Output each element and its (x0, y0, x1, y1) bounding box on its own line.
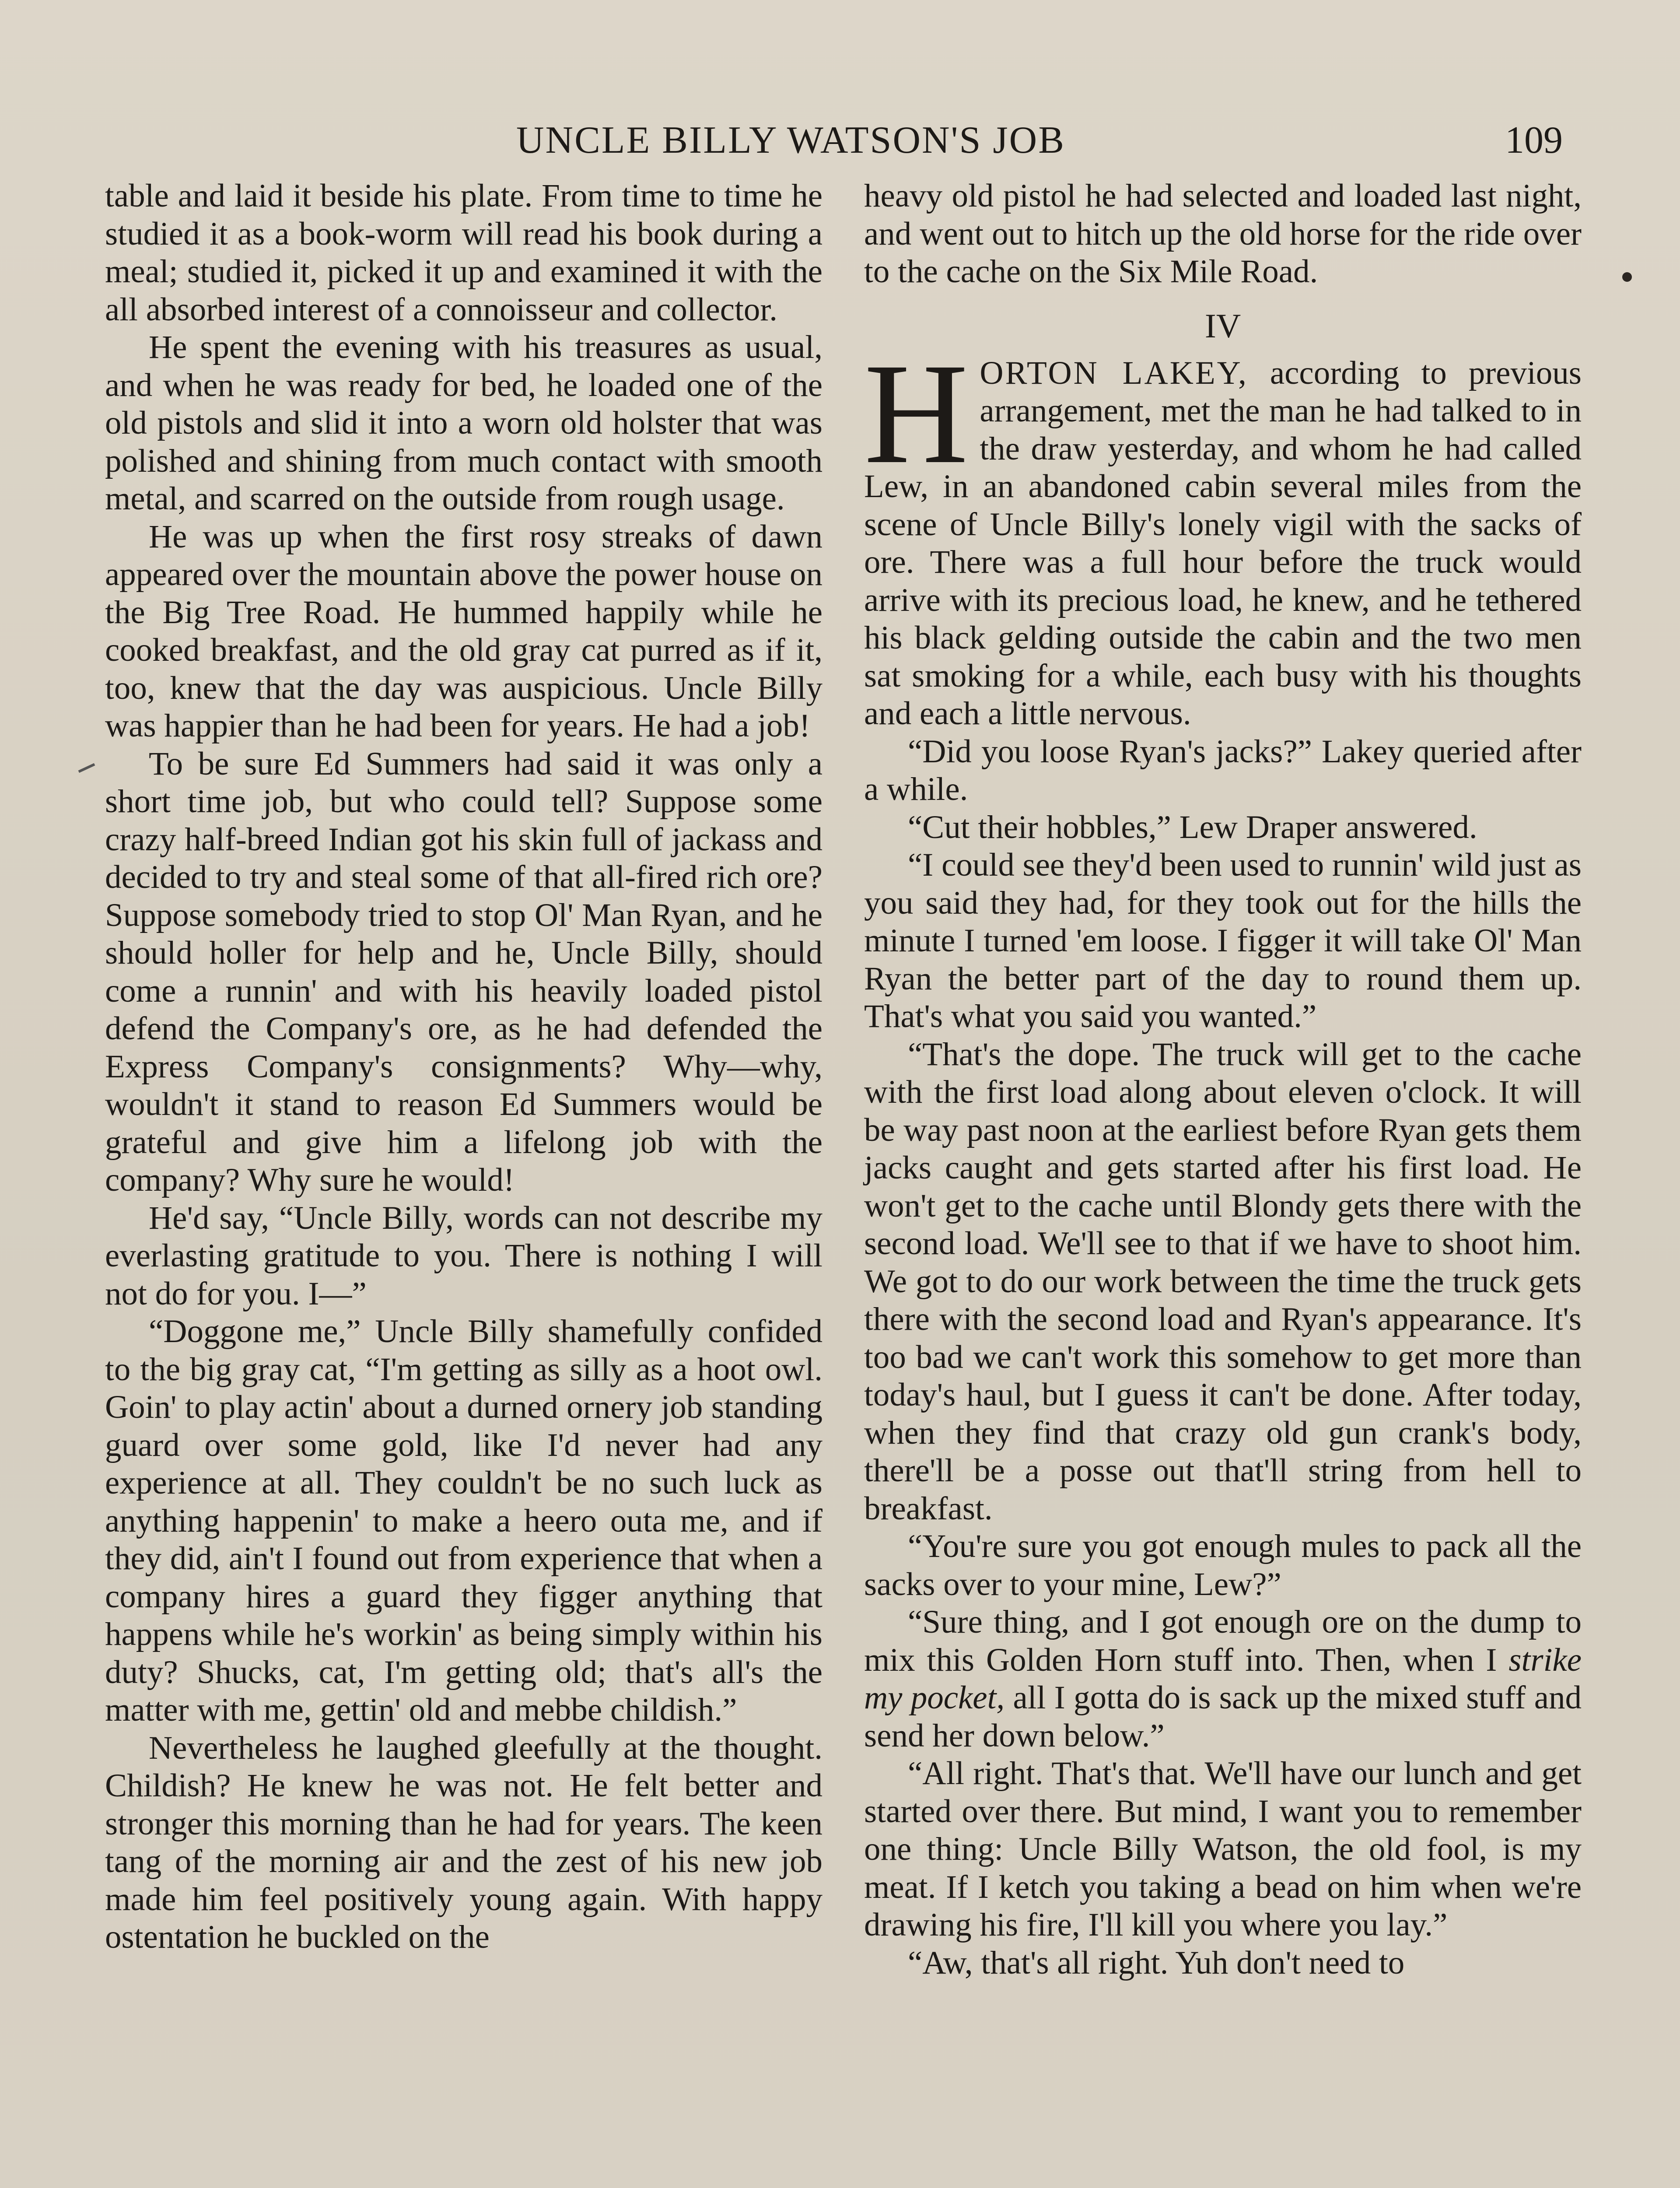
paragraph: “Aw, that's all right. Yuh don't need to (908, 1944, 1405, 1981)
right-column (864, 177, 1582, 1982)
paragraph: He spent the evening with his treasures as usual, and when he was ready for bed, he loaded one of the old pistols and slid it into a worn old holster that was polished and shining from much contact with smooth metal, and scarred on the outside from rough usage. (105, 329, 822, 517)
paragraph: “Cut their hobbles,” Lew Draper answered. (908, 809, 1477, 845)
paragraph: To be sure Ed Summers had said it was only a short time job, but who could tell? Suppose some crazy half-breed Indian got his skin full of jackass and decided to try and steal some of that all-fired rich ore? Suppose somebody tried to stop Ol' Man Ryan, and he should holler for help and he, Uncle Billy, should come a runnin' and with his heavily loaded pistol defend the Company's ore, as he had defended the Express Company's consignments? Why—why, wouldn't it stand to reason Ed Summers would be grateful and give him a lifelong job with the company? Why sure he would! (105, 745, 822, 1198)
section-heading: IV (1204, 306, 1241, 345)
page-number: 109 (1505, 119, 1563, 161)
text-run: “Sure thing, and I got enough ore on the dump to mix this Golden Horn stuff into. Then, when I (864, 1604, 1582, 1678)
paragraph: “Doggone me,” Uncle Billy shamefully confided to the big gray cat, “I'm getting as silly as a hoot owl. Goin' to play actin' about a durned ornery job standing guard over some gold, like I'd never had any experience at all. They couldn't be no such luck as anything happenin' to make a heero outa me, and if they did, ain't I found out from experience that when a company hires a guard they figger anything that happens while he's workin' as being simply within his duty? Shucks, cat, I'm getting old; that's all's the matter with me, gettin' old and mebbe childish.” (105, 1313, 822, 1728)
left-column (105, 177, 822, 1957)
running-header (0, 109, 1680, 171)
paragraph: Nevertheless he laughed gleefully at the thought. Childish? He knew he was not. He felt better and stronger this morning than he had for years. The keen tang of the morning air and the zest of his new job made him feel positively young again. With happy ostentation he buckled on the (105, 1729, 822, 1955)
paragraph: “All right. That's that. We'll have our lunch and get started over there. But mind, I want you to remember one thing: Uncle Billy Watson, the old fool, is my meat. If I ketch you taking a bead on him when we're drawing his fire, I'll kill you where you lay.” (864, 1755, 1582, 1943)
ink-dot (1622, 272, 1632, 282)
pencil-mark (78, 763, 95, 773)
lead-text: according to previous arrangement, met the man he had talked to in the draw yesterday, and whom he had called Lew, in an abandoned cabin several miles from the scene of Uncle Billy's lonely vigil with the sacks of ore. There was a full hour before the truck would arrive with its precious load, he knew, and he tethered his black gelding outside the cabin and the two men sat smoking for a while, each busy with his thoughts and each a little nervous. (864, 354, 1582, 732)
paragraph: “You're sure you got enough mules to pack all the sacks over to your mine, Lew?” (864, 1528, 1582, 1602)
drop-cap: H (864, 333, 969, 494)
paragraph: table and laid it beside his plate. From time to time he studied it as a book-worm will read his book during a meal; studied it, picked it up and examined it with the all absorbed interest of a connoisseur and collector. (105, 178, 822, 328)
paragraph: He was up when the first rosy streaks of dawn appeared over the mountain above the power house on the Big Tree Road. He hummed happily while he cooked breakfast, and the old gray cat purred as if it, too, knew that the day was auspicious. Uncle Billy was happier than he had been for years. He had a job! (105, 518, 822, 744)
paragraph: “Did you loose Ryan's jacks?” Lakey queried after a while. (864, 733, 1582, 807)
paragraph: “That's the dope. The truck will get to the cache with the first load along about eleven o'clock. It will be way past noon at the earliest before Ryan gets them jacks caught and gets started after his first load. He won't get to the cache until Blondy gets there with the second load. We'll see to that if we have to shoot him. We got to do our work between the time the truck gets there with the second load and Ryan's appearance. It's too bad we can't work this somehow to get more than today's haul, but I guess it can't be done. After today, when they find that crazy old gun crank's body, there'll be a posse out that'll string from hell to breakfast. (864, 1036, 1582, 1527)
paragraph: heavy old pistol he had selected and loaded last night, and went out to hitch up the old horse for the ride over to the cache on the Six Mile Road. (864, 178, 1582, 290)
lead-paragraph (864, 333, 1582, 733)
paragraph (864, 1603, 1582, 1755)
paragraph: He'd say, “Uncle Billy, words can not describe my everlasting gratitude to you. There is nothing I will not do for you. I—” (105, 1199, 822, 1312)
paragraph: “I could see they'd been used to runnin' wild just as you said they had, for they took out for the hills the minute I turned 'em loose. I figger it will take Ol' Man Ryan the better part of the day to round them up. That's what you said you wanted.” (864, 847, 1582, 1034)
lead-word: ORTON LAKEY, (980, 354, 1248, 391)
italic-phrase: strike my pocket, (864, 1641, 1582, 1716)
text-run: all I gotta do is sack up the mixed stuff and send her down below.” (864, 1680, 1582, 1754)
running-title: UNCLE BILLY WATSON'S JOB (516, 119, 1065, 161)
